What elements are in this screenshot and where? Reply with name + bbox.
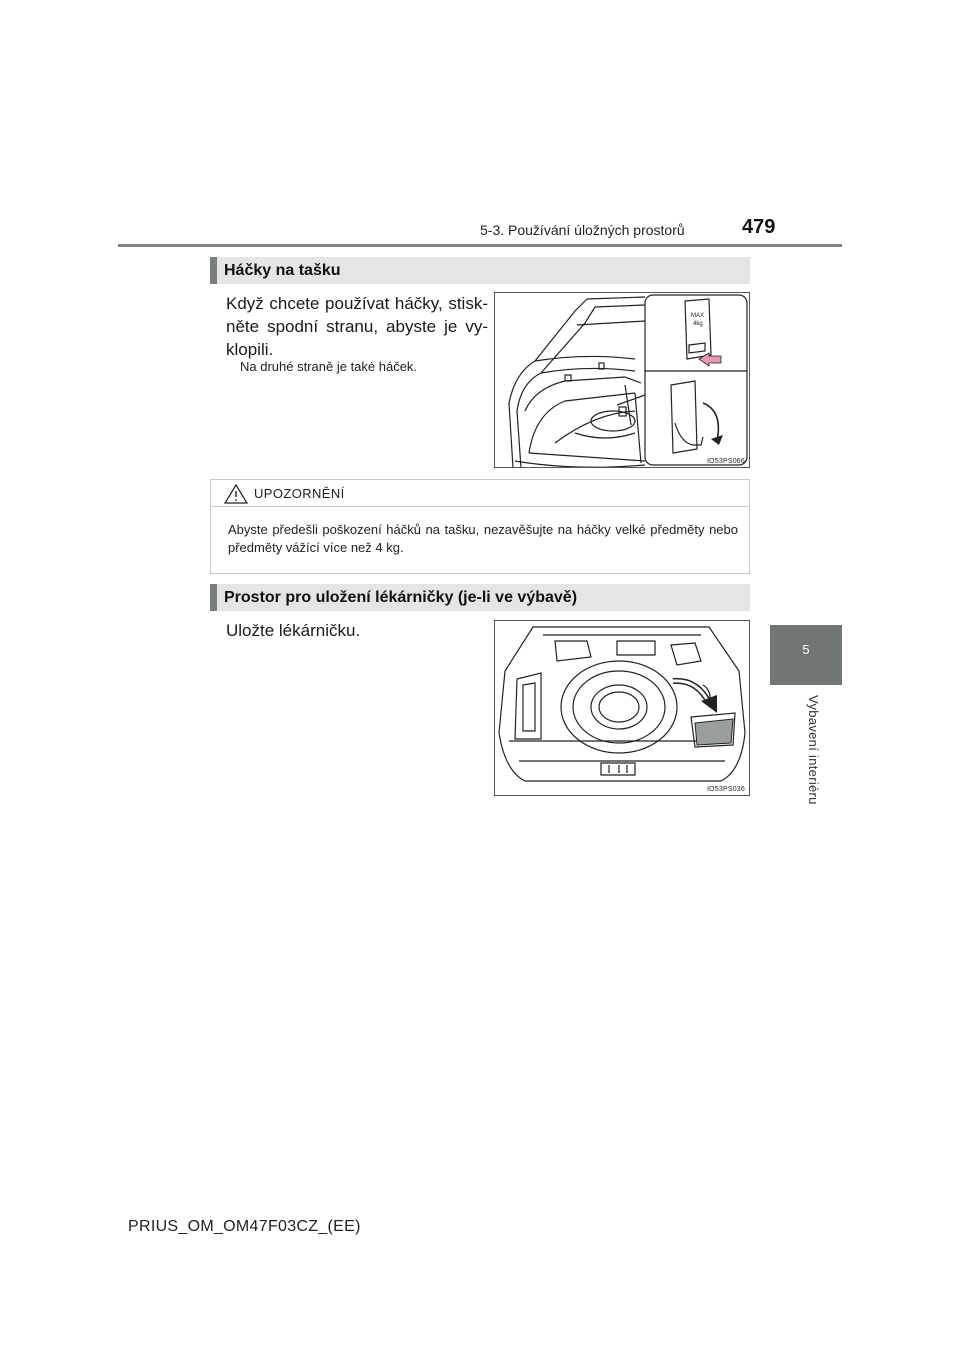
max-load-label-2: 4kg xyxy=(693,321,703,327)
spare-tire-compartment-illustration xyxy=(495,621,749,795)
max-load-label-1: MAX xyxy=(691,313,705,319)
figure-code: IO53PS066 xyxy=(707,458,745,465)
section-title-hooks: Háčky na tašku xyxy=(224,262,341,279)
hooks-instruction: Když chcete používat háčky, stisk-něte spodní stranu, abyste je vy-klopili. xyxy=(226,294,488,359)
footer-document-code: PRIUS_OM_OM47F03CZ_(EE) xyxy=(128,1218,361,1235)
first-aid-pocket xyxy=(695,719,733,745)
caution-text: Abyste předešli poškození háčků na tašku, nezavěšujte na háčky velké předměty nebo předměty vážící více než 4 kg. xyxy=(228,522,738,555)
warning-triangle-icon xyxy=(224,484,248,504)
hooks-note: Na druhé straně je také háček. xyxy=(240,359,418,374)
section-title-firstaid: Prostor pro uložení lékárničky (je-li ve výbavě) xyxy=(224,589,578,606)
header-rule xyxy=(118,244,842,247)
chapter-number: 5 xyxy=(802,642,810,657)
firstaid-instruction: Uložte lékárničku. xyxy=(226,621,361,640)
luggage-compartment-illustration xyxy=(495,293,749,467)
caution-title: UPOZORNĚNÍ xyxy=(254,486,345,501)
figure-luggage-hooks xyxy=(494,292,750,468)
figure-first-aid-storage xyxy=(494,620,750,796)
figure-code: IO53PS036 xyxy=(707,786,745,793)
chapter-label: Vybavení interiéru xyxy=(806,695,821,805)
page-number: 479 xyxy=(742,216,776,238)
header-section-title: 5-3. Používání úložných prostorů xyxy=(480,222,685,238)
